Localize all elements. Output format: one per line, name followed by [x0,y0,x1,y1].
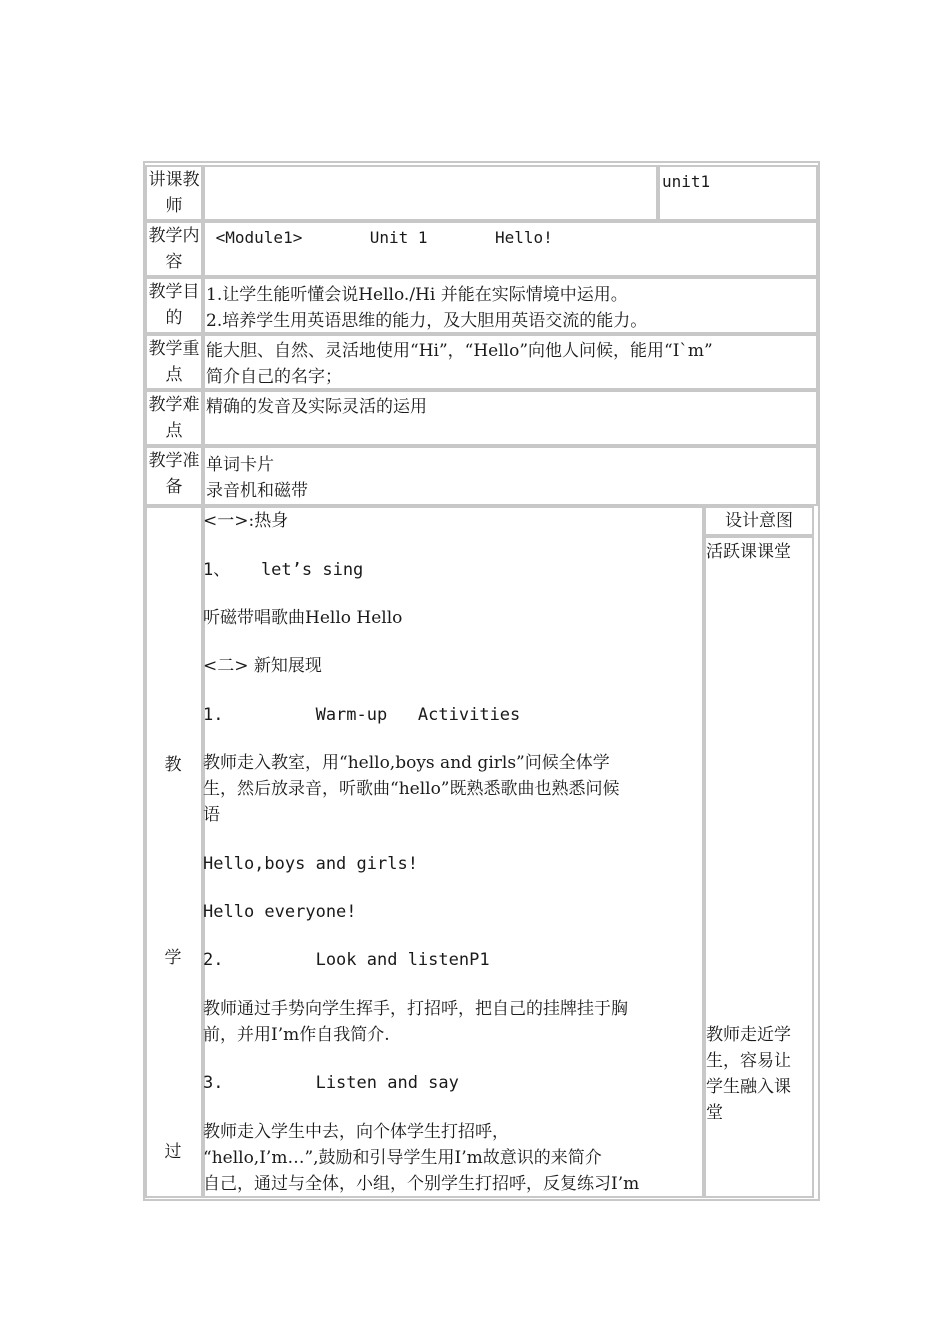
process-paragraph: 3. Listen and say [203,1073,459,1093]
design-note-line: 生，容易让 [706,1051,791,1071]
design-note-line: 堂 [706,1103,723,1123]
process-label-char: 学 [164,948,182,968]
process-paragraph: Hello,boys and girls! [203,854,418,874]
objective-label: 教学目的 [148,282,200,328]
process-paragraph: 生，然后放录音，听歌曲“hello”既熟悉歌曲也熟悉问候 [203,779,620,799]
process-paragraph: 前，并用I’m作自我简介. [203,1025,390,1045]
process-paragraph: <二> 新知展现 [203,656,322,676]
process-paragraph: 教师走入学生中去，向个体学生打招呼， [203,1122,509,1142]
unit-value: unit1 [662,172,711,191]
process-label-char: 过 [164,1142,182,1162]
key-points-label: 教学重点 [148,339,200,385]
design-intent-header: 设计意图 [725,511,793,531]
difficulties-label-cell [145,390,203,446]
difficulties-line: 精确的发音及实际灵活的运用 [206,397,427,417]
design-note-1: 活跃课课堂 [706,542,791,562]
content-value-cell [203,221,818,277]
design-note-line: 教师走近学 [706,1025,791,1045]
preparation-label: 教学准备 [148,451,200,497]
key-points-line: 能大胆、自然、灵活地使用“Hi”，“Hello”向他人问候，能用“I`m” [206,341,713,361]
objective-line: 2.培养学生用英语思维的能力，及大胆用英语交流的能力。 [206,311,648,331]
key-points-line: 简介自己的名字； [206,367,342,387]
difficulties-value-cell [203,390,818,446]
design-header-cell [704,506,814,536]
process-label-cell [145,506,203,1198]
objective-line: 1.让学生能听懂会说Hello./Hi 并能在实际情境中运用。 [206,285,628,305]
process-paragraph: 自己，通过与全体，小组，个别学生打招呼，反复练习I’m [203,1174,640,1194]
key-points-value-cell [203,334,818,390]
unit-cell [658,165,818,221]
process-paragraph: 1. Warm-up Activities [203,705,521,725]
teacher-label: 讲课教师 [148,170,200,216]
preparation-line: 单词卡片 [206,455,274,475]
preparation-value-cell [203,446,818,506]
design-note-2 [706,1022,810,1126]
content-label-cell [145,221,203,277]
objective-label-cell [145,277,203,334]
process-paragraph: 2. Look and listenP1 [203,950,490,970]
process-paragraph: <一>:热身 [203,511,289,531]
process-paragraph: 语 [203,805,220,825]
difficulties-label: 教学难点 [148,395,200,441]
preparation-line: 录音机和磁带 [206,481,308,501]
process-paragraph: 教师走入教室，用“hello,boys and girls”问候全体学 [203,753,610,773]
content-label: 教学内容 [148,226,200,272]
teacher-value-cell [203,165,658,221]
teacher-label-cell [145,165,203,221]
design-note-line: 学生融入课 [706,1077,791,1097]
process-paragraph: 听磁带唱歌曲Hello Hello [203,608,403,628]
process-paragraph: “hello,I’m…”,鼓励和引导学生用I’m故意识的来简介 [203,1148,602,1168]
key-points-label-cell [145,334,203,390]
objective-value-cell [203,277,818,334]
process-paragraph: Hello everyone! [203,902,357,922]
preparation-label-cell [145,446,203,506]
process-paragraph: 1、 let’s sing [203,560,364,580]
process-label-char: 教 [164,755,182,775]
process-paragraph: 教师通过手势向学生挥手，打招呼，把自己的挂牌挂于胸 [203,999,628,1019]
content-value: <Module1> Unit 1 Hello! [206,228,553,247]
